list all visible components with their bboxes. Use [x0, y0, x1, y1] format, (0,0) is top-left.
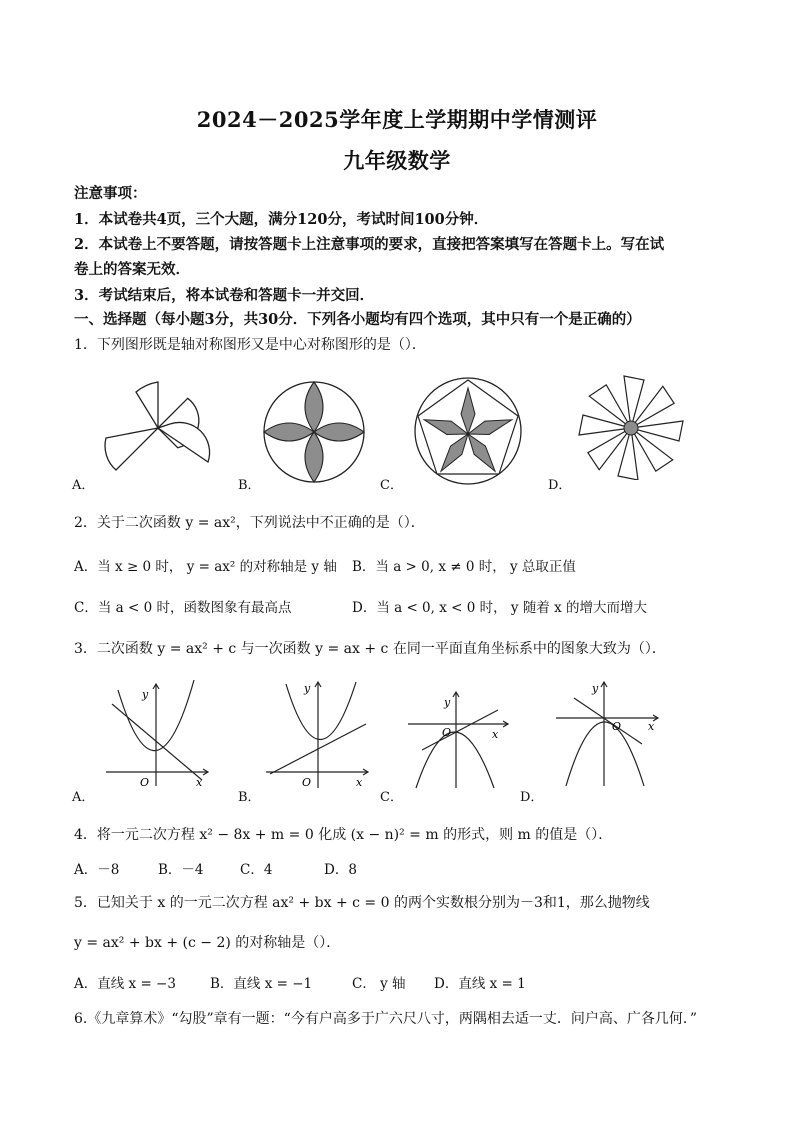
q1-figure-a: [96, 370, 226, 480]
notice-heading: 注意事项：: [74, 185, 147, 202]
q5-option-c: C． y 轴: [352, 976, 406, 992]
q3-graph-d: [552, 678, 672, 790]
q4-stem: 4．将一元二次方程 x² − 8x + m = 0 化成 (x − n)² = m 的形式，则 m 的值是（）．: [74, 827, 613, 843]
svg-text:y: y: [304, 682, 311, 695]
q5-option-b: B．直线 x = −1: [210, 976, 313, 992]
notice-item-2: 2．本试卷上不要答题，请按答题卡上注意事项的要求，直接把答案填写在答题卡上。写在试: [74, 236, 665, 253]
q3-graph-b: [262, 676, 374, 792]
notice-item-2-cont: 卷上的答案无效．: [74, 261, 190, 278]
q2-option-a: A．当 x ≥ 0 时， y = ax² 的对称轴是 y 轴: [74, 559, 337, 575]
notice-item-3: 3．考试结束后，将本试卷和答题卡一并交回．: [74, 287, 375, 304]
q2-option-b: B．当 a > 0, x ≠ 0 时， y 总取正值: [352, 559, 576, 575]
q4-option-c: C．4: [240, 862, 273, 878]
q5-stem: 5．已知关于 x 的一元二次方程 ax² + bx + c = 0 的两个实数根分别为－3和1，那么抛物线: [74, 895, 650, 911]
exam-subtitle: 九年级数学: [343, 148, 451, 173]
svg-text:x: x: [648, 720, 655, 733]
q6-stem: 6.《九章算术》“勾股”章有一题：“今有户高多于广六尺八寸，两隅相去适一丈．问户高、广各几何．”: [74, 1011, 697, 1027]
q3-label-a: A．: [72, 790, 95, 805]
q3-label-b: B．: [238, 790, 261, 805]
svg-text:x: x: [196, 776, 203, 789]
q1-label-b: B．: [238, 478, 261, 493]
section-1-heading: 一、选择题（每小题3分，共30分．下列各小题均有四个选项，其中只有一个是正确的）: [74, 311, 641, 328]
svg-text:x: x: [356, 776, 363, 789]
notice-item-1: 1．本试卷共4页，三个大题，满分120分，考试时间100分钟．: [74, 211, 489, 228]
q3-label-c: C．: [380, 790, 403, 805]
q2-option-c: C．当 a < 0 时，函数图象有最高点: [74, 600, 292, 616]
q3-stem: 3．二次函数 y = ax² + c 与一次函数 y = ax + c 在同一平面直角坐标系中的图象大致为（）．: [74, 641, 666, 657]
q1-figure-c: [412, 376, 524, 486]
q1-stem: 1．下列图形既是轴对称图形又是中心对称图形的是（）．: [74, 337, 426, 353]
q1-figure-d: [566, 370, 696, 480]
svg-text:O: O: [612, 720, 622, 733]
q5-option-a: A．直线 x = −3: [74, 976, 176, 992]
q1-label-a: A．: [72, 478, 95, 493]
q1-label-d: D．: [548, 478, 572, 493]
svg-text:O: O: [140, 776, 150, 789]
q2-stem: 2．关于二次函数 y = ax²，下列说法中不正确的是（）．: [74, 515, 425, 531]
svg-text:y: y: [592, 682, 599, 695]
q3-graph-a: [100, 676, 220, 792]
q5-stem-cont: y = ax² + bx + (c − 2) 的对称轴是（）．: [74, 935, 341, 951]
svg-text:x: x: [492, 728, 499, 741]
q4-option-d: D．8: [324, 862, 357, 878]
q3-graph-c: [404, 680, 516, 792]
svg-text:y: y: [142, 688, 149, 701]
q3-label-d: D．: [520, 790, 544, 805]
svg-text:y: y: [444, 696, 451, 709]
q5-option-d: D．直线 x = 1: [434, 976, 526, 992]
q4-option-b: B．－4: [158, 862, 204, 878]
q1-label-c: C．: [380, 478, 403, 493]
q2-option-d: D．当 a < 0, x < 0 时， y 随着 x 的增大而增大: [352, 600, 648, 616]
svg-text:O: O: [302, 776, 312, 789]
svg-text:O: O: [442, 726, 452, 739]
exam-title: 2024－2025学年度上学期期中学情测评: [196, 107, 598, 132]
q4-option-a: A．－8: [74, 862, 120, 878]
q1-figure-b: [262, 380, 366, 484]
